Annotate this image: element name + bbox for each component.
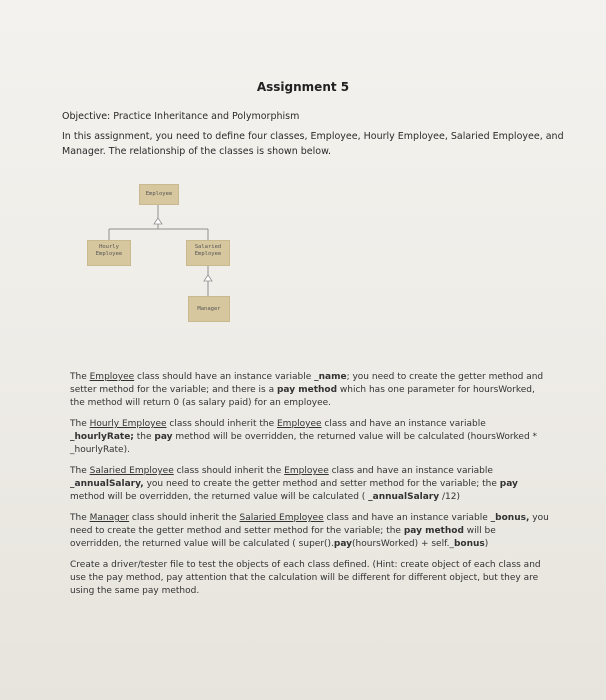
intro-line-2: Manager. The relationship of the classes is shown below. (62, 146, 331, 157)
salaried-label-2: Employee (194, 251, 222, 257)
employee-label: Employee (145, 191, 173, 197)
p2-text-5: method will be overridden, the returned value will be calculated (hoursWorked * _hourlyRate). (70, 432, 538, 455)
p4-text-5: will be overridden, the returned value will be calculated ( super(). (70, 526, 496, 549)
p5-text: Create a driver/tester file to test the objects of each class defined. (Hint: create object of each class and use the pay method, pay attention that the calculation will be different for different object, but they are using the same pay method. (70, 560, 541, 596)
p4-text-1: The (70, 513, 90, 523)
p4-bonus-var: _bonus, (490, 513, 530, 523)
p3-salaried-ref: Salaried Employee (89, 466, 174, 476)
salaried-label-1: Salaried (194, 244, 222, 250)
p1-text-1: The (70, 372, 90, 382)
hourly-employee-box (87, 240, 131, 266)
p1-text-4: which has one parameter for hoursWorked, the method will return 0 (as salary paid) for an employee. (70, 385, 535, 408)
inheritance-arrow-employee (154, 218, 162, 224)
p2-hourly-ref: Hourly Employee (89, 419, 167, 429)
p3-text-1: The (70, 466, 90, 476)
p4-text-3: class and have an instance variable (323, 513, 491, 523)
p2-text-2: class should inherit the (166, 419, 277, 429)
p3-pay: pay (499, 479, 518, 489)
p4-text-6: (hoursWorked) + self._ (352, 539, 454, 549)
objective-label: Objective: (62, 111, 111, 122)
p1-name-var: _name (314, 372, 347, 382)
p2-text-1: The (70, 419, 90, 429)
p1-text-2: class should have an instance variable (134, 372, 315, 382)
hourly-label-1: Hourly (99, 244, 119, 250)
p3-text-4: you need to create the getter method and setter method for the variable; the (143, 479, 500, 489)
p2-hourlyrate-var: _hourlyRate; (70, 432, 134, 442)
p1-employee-ref: Employee (89, 372, 135, 382)
p4-text-2: class should inherit the (129, 513, 240, 523)
manager-box (188, 296, 230, 322)
intro-line-1: In this assignment, you need to define four classes, Employee, Hourly Employee, Salaried Employee, and (62, 131, 564, 142)
objective-text: Practice Inheritance and Polymorphism (113, 111, 300, 122)
p4-salaried-ref: Salaried Employee (239, 513, 324, 523)
p3-annualsalary-var: _annualSalary, (70, 479, 144, 489)
p4-manager-ref: Manager (89, 513, 130, 523)
p4-pay-method: pay method (403, 526, 464, 536)
p2-employee-ref: Employee (276, 419, 322, 429)
p2-text-3: class and have an instance variable (321, 419, 486, 429)
p4-bonus-ref: bonus (453, 539, 485, 549)
p3-annualsalary-calc: _annualSalary (368, 492, 440, 502)
p1-pay-method: pay method (276, 385, 338, 395)
manager-label: Manager (197, 306, 221, 312)
body-text (70, 371, 550, 606)
p4-pay-call: pay (333, 539, 353, 549)
paragraph-manager (70, 512, 550, 551)
p3-employee-ref: Employee (284, 466, 329, 476)
paragraph-hourly (70, 418, 550, 457)
p4-text-4: you need to create the getter method and setter method for the variable; the (70, 513, 549, 536)
paragraph-employee (70, 371, 550, 410)
paragraph-salaried (70, 465, 550, 504)
inheritance-arrow-salaried (204, 275, 212, 281)
p3-text-5: method will be overridden, the returned value will be calculated ( (70, 492, 369, 502)
salaried-employee-box (186, 240, 230, 266)
p3-text-2: class should inherit the (173, 466, 285, 476)
p3-text-6: /12) (439, 492, 460, 502)
page-title: Assignment 5 (256, 80, 350, 94)
paragraph-driver (70, 559, 550, 598)
p2-text-4: the (133, 432, 155, 442)
p4-text-7: ) (484, 539, 489, 549)
p2-pay: pay (154, 432, 173, 442)
hourly-label-2: Employee (95, 251, 123, 257)
p1-text-3: ; you need to create the getter method and setter method for the variable; and there is a (70, 372, 544, 395)
p3-text-3: class and have an instance variable (328, 466, 493, 476)
employee-box (139, 184, 179, 205)
